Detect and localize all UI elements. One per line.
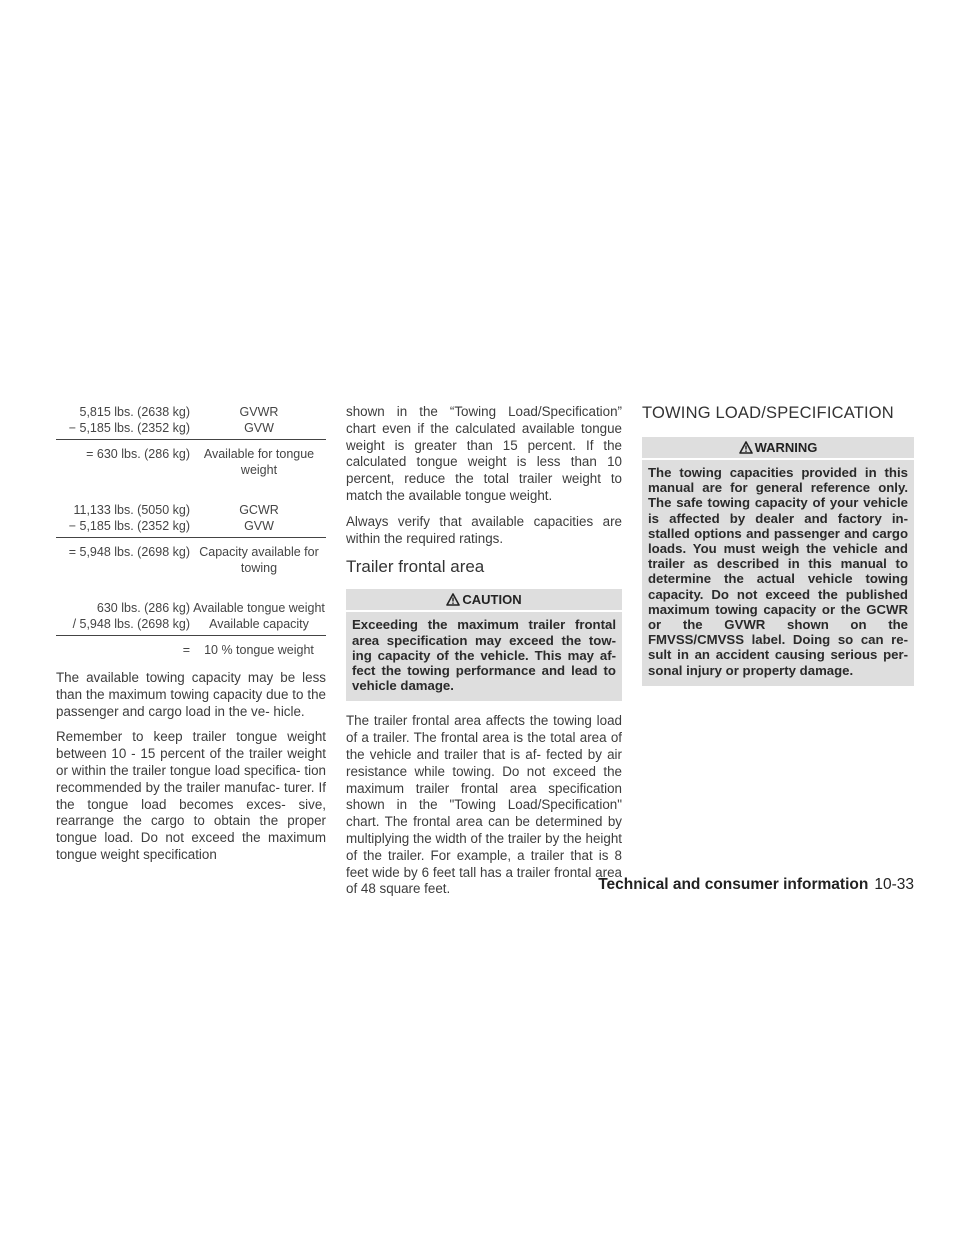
warning-label: WARNING bbox=[754, 440, 818, 455]
calc-row bbox=[56, 446, 326, 478]
warning-text: The towing capacities provided in this manual are for general reference only. The safe towing capacity of your vehicle is affected by dealer and factory in- stalled options and passenger and cargo loads. You must weigh the vehicle and trailer as described in this manual to determine the actual vehicle towing capacity. Do not exceed the published maximum towing capacity or the GCWR or the GVWR shown on the FMVSS/CMVSS label. Doing so can re- sult in an accident causing serious per- sonal injury or property damage. bbox=[648, 465, 908, 678]
calc-row bbox=[56, 420, 326, 440]
calc-row bbox=[56, 518, 326, 538]
calc-row bbox=[56, 616, 326, 636]
calc-label: Available tongue weight bbox=[193, 601, 325, 615]
calc-label: GCWR bbox=[239, 503, 279, 517]
calc-value: 11,133 lbs. (5050 kg) bbox=[73, 503, 190, 517]
caution-label: CAUTION bbox=[462, 592, 522, 608]
calc-label: 10 % tongue weight bbox=[204, 643, 314, 657]
calc-row bbox=[56, 502, 326, 518]
calc-row bbox=[56, 404, 326, 420]
column-2 bbox=[346, 404, 622, 907]
calc-label: Available capacity bbox=[209, 617, 309, 631]
page-number: 10-33 bbox=[874, 876, 914, 893]
calc-value: − 5,185 lbs. (2352 kg) bbox=[68, 421, 190, 435]
calc-block-gcwr bbox=[56, 502, 326, 576]
warning-triangle-icon bbox=[446, 593, 460, 606]
calc-label: GVWR bbox=[239, 405, 279, 419]
calc-row bbox=[56, 544, 326, 576]
caution-box bbox=[346, 589, 622, 701]
calc-label: GVW bbox=[244, 421, 274, 435]
calc-value: / 5,948 lbs. (2698 kg) bbox=[72, 617, 190, 631]
calc-value: 630 lbs. (286 kg) bbox=[96, 601, 190, 615]
subsection-heading: Trailer frontal area bbox=[346, 557, 485, 577]
section-heading: TOWING LOAD/SPECIFICATION bbox=[642, 404, 894, 422]
calc-row bbox=[56, 600, 326, 616]
body-paragraph: Always verify that available capacities are within the required ratings. bbox=[346, 513, 622, 546]
calc-value: = 5,948 lbs. (2698 kg) bbox=[68, 545, 190, 559]
column-3 bbox=[642, 404, 914, 698]
page-footer bbox=[560, 876, 914, 898]
calc-block-gvwr bbox=[56, 404, 326, 478]
column-1 bbox=[56, 404, 326, 873]
body-paragraph: The available towing capacity may be less than the maximum towing capacity due to the passenger and cargo load in the ve- hicle. bbox=[56, 670, 326, 719]
warning-box bbox=[642, 437, 914, 686]
caution-header bbox=[346, 589, 622, 612]
calc-row bbox=[56, 642, 326, 658]
calc-block-tongue-percent bbox=[56, 600, 326, 658]
calc-label: GVW bbox=[244, 519, 274, 533]
calc-value: = 630 lbs. (286 kg) bbox=[86, 447, 190, 461]
calc-label: Available for tongue weight bbox=[203, 447, 315, 477]
warning-header bbox=[642, 437, 914, 460]
body-paragraph: shown in the “Towing Load/Specification” chart even if the calculated available tongue weight is greater than 15 percent. If the calculated tongue weight is less than 10 percent, reduce the total trailer weight to match the available tongue weight. bbox=[346, 404, 622, 503]
calc-value: = bbox=[182, 643, 190, 657]
calc-value: 5,815 lbs. (2638 kg) bbox=[79, 405, 190, 419]
body-paragraph: The trailer frontal area affects the towing load of a trailer. The frontal area is the total area of the vehicle and trailer that is af- fected by air resistance while towing. Do not exceed the maximum trailer frontal area specification shown in the "Towing Load/Specification" chart. The frontal area can be determined by multiplying the width of the trailer by the height of the trailer. For example, a trailer that is 8 feet wide by 6 feet tall has a trailer frontal area of 48 square feet. bbox=[346, 713, 622, 897]
calc-value: − 5,185 lbs. (2352 kg) bbox=[68, 519, 190, 533]
calc-label: Capacity available for towing bbox=[199, 545, 319, 575]
body-paragraph: Remember to keep trailer tongue weight between 10 - 15 percent of the trailer weight or within the trailer tongue load specifica- tion recommended by the trailer manufac- turer. If the tongue load becomes exces- sive, rearrange the cargo to obtain the proper tongue load. Do not exceed the maximum tongue weight specification bbox=[56, 729, 326, 862]
footer-section-title: Technical and consumer information bbox=[598, 876, 869, 893]
warning-triangle-icon bbox=[739, 441, 753, 454]
caution-text: Exceeding the maximum trailer frontal area specification may exceed the tow- ing capacity of the vehicle. This may af- fect the towing performance and lead to vehicle damage. bbox=[352, 617, 616, 694]
